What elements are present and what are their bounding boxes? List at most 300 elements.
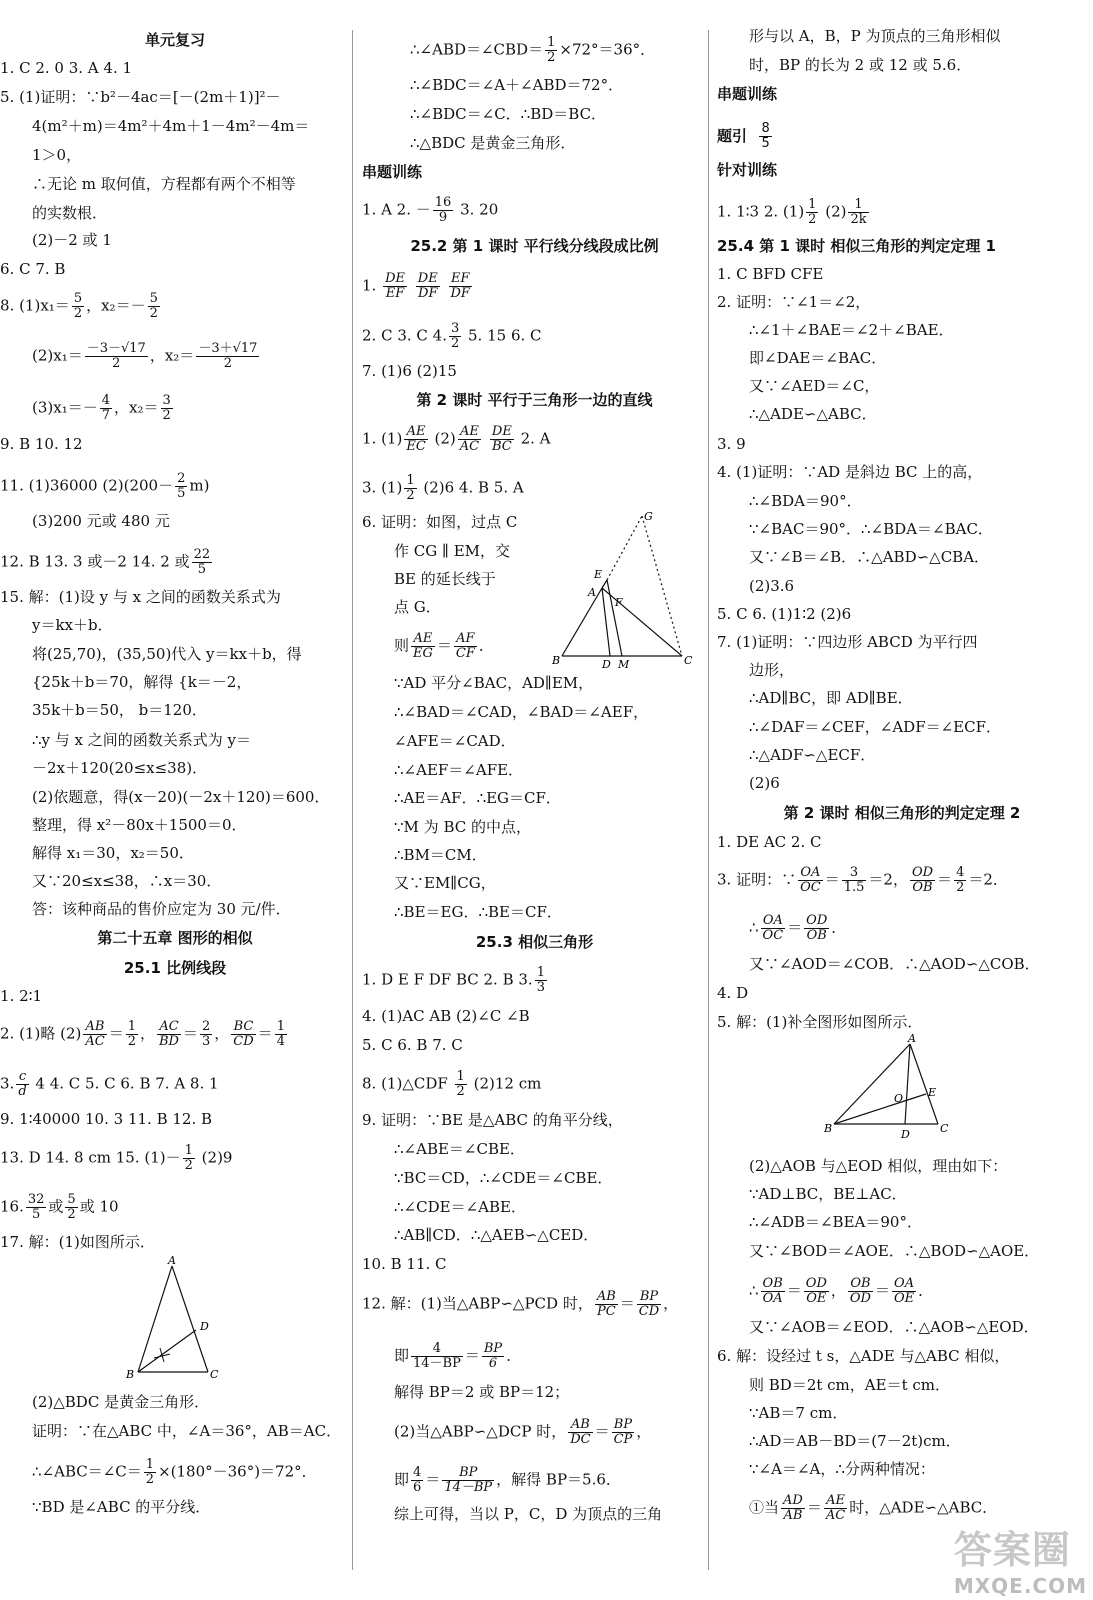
section-title: 25.1 比例线段 xyxy=(123,959,227,977)
fraction xyxy=(842,866,867,895)
segment-ac xyxy=(602,588,682,656)
answer-line: ∴∠CDE＝∠ABE． xyxy=(394,1198,526,1216)
fraction xyxy=(100,394,112,423)
fraction xyxy=(157,1020,181,1049)
denominator: 14－BP xyxy=(413,1356,461,1371)
answer-line xyxy=(0,548,350,577)
denominator: 5 xyxy=(197,562,207,577)
numerator: 1 xyxy=(406,473,415,488)
point-label: F xyxy=(615,596,623,609)
fraction xyxy=(449,272,472,301)
answer-line: (2)－2 或 1 xyxy=(32,231,112,249)
fraction xyxy=(16,1070,28,1099)
denominator: OE xyxy=(894,1291,915,1306)
denominator: 2 xyxy=(162,408,171,423)
text: ∴∠ABD＝∠CBD＝ xyxy=(410,40,544,59)
answer-line: 9. 1∶40000 10. 3 11. B 12. B xyxy=(0,1110,213,1128)
text: (2)当△ABP∽△DCP 时， xyxy=(394,1422,567,1441)
fraction xyxy=(455,1070,467,1099)
numerator: 1 xyxy=(808,197,817,212)
numerator: AE xyxy=(411,632,435,647)
denominator: 3 xyxy=(536,980,545,995)
answer-line: ∴无论 m 取何值，方程都有两个不相等 xyxy=(32,175,296,193)
numerator: OB xyxy=(848,1277,873,1292)
answer-line xyxy=(0,472,350,501)
isosceles-triangle-figure xyxy=(120,1254,230,1383)
point-label: D xyxy=(200,1320,209,1333)
point-label: B xyxy=(126,1368,135,1381)
answer-line: 综上可得，当以 P，C，D 为顶点的三角 xyxy=(394,1505,663,1523)
point-label: B xyxy=(824,1122,833,1135)
numerator: 32 xyxy=(27,1192,45,1207)
answer-line: 1. C BFD CFE xyxy=(717,265,824,283)
answer-line xyxy=(362,1418,707,1447)
answer-line: ∴∠DAF＝∠CEF，∠ADF＝∠ECF． xyxy=(749,718,1002,736)
fraction xyxy=(416,272,440,301)
section-title: 25.2 第 1 课时 平行线分线段成比例 xyxy=(410,237,659,255)
denominator: AC xyxy=(459,439,480,454)
answer-line: (2)△BDC 是黄金三角形． xyxy=(32,1393,210,1411)
text: ＝ xyxy=(594,1422,610,1441)
answer-line: 9. 证明：∵BE 是△ABC 的角平分线， xyxy=(362,1111,623,1129)
denominator: OE xyxy=(806,1291,827,1306)
altitude-ad xyxy=(905,1044,910,1124)
numerator: c xyxy=(16,1070,28,1085)
denominator: OB xyxy=(806,928,827,943)
answer-line: ∵AB＝7 cm． xyxy=(749,1404,848,1422)
answer-line xyxy=(0,1144,350,1173)
answer-line: 答：该种商品的售价应定为 30 元/件． xyxy=(32,900,291,918)
section-title: 第 2 课时 相似三角形的判定定理 2 xyxy=(783,804,1021,822)
denominator: 9 xyxy=(438,210,448,225)
answer-line xyxy=(0,1193,350,1222)
denominator: OB xyxy=(912,880,933,895)
text: 4 4. C 5. C 6. B 7. A 8. 1 xyxy=(30,1074,219,1093)
answer-line: (2)△AOB 与△EOD 相似，理由如下： xyxy=(749,1157,1008,1175)
fraction xyxy=(781,1494,805,1523)
text: ，x₂＝ xyxy=(149,346,195,365)
numerator: DE xyxy=(385,271,406,286)
column-divider xyxy=(352,30,353,1570)
point-label: C xyxy=(210,1368,219,1381)
fraction xyxy=(200,1020,212,1049)
denominator: 2 xyxy=(184,1158,193,1173)
fraction xyxy=(848,1277,873,1306)
answer-line xyxy=(362,196,707,225)
fraction xyxy=(411,1466,423,1495)
denominator: 2k xyxy=(850,212,867,227)
answer-line: ∴∠BDA＝90°． xyxy=(749,492,862,510)
fraction xyxy=(848,198,868,227)
answer-line: ∴BE＝EG．∴BE＝CF． xyxy=(394,903,562,921)
text: ，解得 BP＝5.6． xyxy=(496,1470,621,1489)
text: ． xyxy=(831,918,847,937)
text: ＝ xyxy=(619,1294,635,1313)
point-label: E xyxy=(594,568,603,581)
answer-line xyxy=(717,914,1087,943)
answer-line: 的实数根． xyxy=(32,204,108,222)
segment-ba xyxy=(562,588,602,656)
answer-line: (2)6 xyxy=(749,774,780,792)
fraction xyxy=(535,966,547,995)
fraction xyxy=(458,425,481,454)
answer-line: ∠AFE＝∠CAD． xyxy=(394,732,516,750)
numerator: OD xyxy=(805,1276,827,1291)
denominator: 5 xyxy=(31,1207,41,1222)
fraction xyxy=(761,1277,785,1306)
numerator: AE xyxy=(824,1494,847,1509)
fraction xyxy=(454,632,477,661)
text: ＝ xyxy=(436,636,452,655)
text: 2. (1)略 (2) xyxy=(0,1024,82,1043)
answer-line xyxy=(362,272,707,301)
denominator: 2 xyxy=(450,336,460,351)
numerator: 5 xyxy=(73,291,83,306)
dotted-cg xyxy=(642,516,682,656)
answer-line: 即∠DAE＝∠BAC． xyxy=(749,349,887,367)
answer-line: 解得 BP＝2 或 BP＝12； xyxy=(394,1383,570,1401)
text: ，x₂＝ xyxy=(114,398,159,417)
text: 11. (1)36000 (2)(200－ xyxy=(0,476,174,495)
point-label: E xyxy=(928,1086,937,1099)
fraction xyxy=(404,425,427,454)
text: (2)12 cm xyxy=(468,1074,542,1093)
answer-line: ∴∠1＋∠BAE＝∠2＋∠BAE． xyxy=(749,321,954,339)
text: (2)9 xyxy=(196,1148,233,1167)
denominator: 2 xyxy=(808,212,817,227)
fraction xyxy=(442,1466,494,1495)
denominator: 6 xyxy=(413,1480,422,1495)
answer-line: 时，BP 的长为 2 或 12 或 5.6． xyxy=(749,56,972,74)
denominator: 3 xyxy=(202,1034,211,1049)
answer-line xyxy=(717,122,1087,151)
denominator: DF xyxy=(418,286,438,301)
numerator: BP xyxy=(637,1290,661,1305)
answer-line: 7. (1)6 (2)15 xyxy=(362,362,457,380)
answer-line xyxy=(0,1020,350,1049)
answer-line: 4. (1)证明：∵AD 是斜边 BC 上的高， xyxy=(717,463,983,481)
answer-line: 5. (1)证明：∵b²－4ac＝[－(2m＋1)]²－ xyxy=(0,88,281,106)
answer-line: 又∵EM∥CG， xyxy=(394,874,496,892)
fraction xyxy=(85,342,148,371)
altitudes-triangle-figure xyxy=(822,1032,962,1146)
answer-line xyxy=(362,425,707,454)
answer-line: 又∵∠AOB＝∠EOD．∴△AOB∽△EOD． xyxy=(749,1318,1039,1336)
text: ＝2， xyxy=(868,870,908,889)
text: ①当 xyxy=(749,1498,780,1517)
answer-line: 边形， xyxy=(749,661,795,679)
text: 12. 解：(1)当△ABP∽△PCD 时， xyxy=(362,1294,593,1313)
denominator: 1.5 xyxy=(843,880,865,895)
numerator: 2 xyxy=(202,1019,211,1034)
numerator: EF xyxy=(449,272,472,287)
numerator: 22 xyxy=(193,547,211,562)
text: ＝ xyxy=(824,870,840,889)
chapter-title: 第二十五章 图形的相似 xyxy=(97,929,253,947)
numerator: OA xyxy=(798,866,823,881)
answer-line: ∴∠BAD＝∠CAD，∠BAD＝∠AEF， xyxy=(394,703,649,721)
answer-line: ∵AD 平分∠BAC，AD∥EM， xyxy=(394,674,594,692)
point-label: A xyxy=(588,586,596,599)
text: (2)6 4. B 5. A xyxy=(418,478,524,497)
answer-line: 15. 解：(1)设 y 与 x 之间的函数关系式为 xyxy=(0,588,281,606)
fraction xyxy=(126,1020,138,1049)
denominator: 2 xyxy=(112,356,121,371)
text: ∴ xyxy=(749,918,759,937)
answer-line: ∴∠AEF＝∠AFE． xyxy=(394,761,524,779)
numerator: AC xyxy=(157,1020,181,1035)
point-label: G xyxy=(644,510,653,523)
point-label: A xyxy=(908,1032,916,1045)
numerator: OB xyxy=(762,1276,783,1291)
answer-line xyxy=(0,342,350,371)
numerator: 4 xyxy=(956,865,965,880)
text: 3. (1) xyxy=(362,478,403,497)
answer-line: {25k＋b＝70，解得 {k＝－2， xyxy=(32,673,252,691)
denominator: AC xyxy=(825,1508,846,1523)
numerator: －3＋√17 xyxy=(198,341,258,356)
denominator: OA xyxy=(762,1291,783,1306)
answer-line: 作 CG ∥ EM，交 xyxy=(394,542,511,560)
point-label: D xyxy=(602,658,611,671)
text: (3)x₁＝－ xyxy=(32,398,98,417)
numerator: 3 xyxy=(450,321,460,336)
numerator: DE xyxy=(417,271,438,286)
answer-line: ∵AD⊥BC，BE⊥AC． xyxy=(749,1185,907,1203)
fraction xyxy=(595,1290,618,1319)
text: ． xyxy=(478,636,494,655)
answer-line xyxy=(0,1070,350,1099)
answer-line: BE 的延长线于 xyxy=(394,570,496,588)
answer-line: ∴AD∥BC，即 AD∥BE． xyxy=(749,689,913,707)
text: ＝ xyxy=(787,918,803,937)
denominator: CD xyxy=(233,1034,254,1049)
text: 8. (1)x₁＝ xyxy=(0,296,70,315)
denominator: 2 xyxy=(223,356,233,371)
triangle-side xyxy=(172,1266,208,1372)
fraction xyxy=(759,122,771,151)
text: 时，△ADE∽△ABC． xyxy=(849,1498,998,1517)
answer-line xyxy=(362,474,707,503)
answer-line: ∴BM＝CM． xyxy=(394,846,487,864)
answer-line: ∴AD＝AB－BD＝(7－2t)cm． xyxy=(749,1432,961,1450)
angle-bisector xyxy=(138,1330,196,1372)
denominator: 2 xyxy=(127,1034,136,1049)
section-title: 串题训练 xyxy=(362,163,423,181)
point-label: D xyxy=(901,1128,910,1141)
denominator: OC xyxy=(762,928,784,943)
fraction xyxy=(954,866,966,895)
answer-column-2 xyxy=(362,0,707,1600)
text: 1. (1) xyxy=(362,429,403,448)
text: 或 10 xyxy=(79,1197,119,1216)
text: ＝ xyxy=(937,870,953,889)
denominator: 4 xyxy=(276,1034,285,1049)
denominator: BC xyxy=(491,439,512,454)
watermark-logo xyxy=(954,1519,1087,1598)
numerator: 1 xyxy=(456,1069,465,1084)
fraction xyxy=(910,866,935,895)
answer-line: ∴∠BDC＝∠A＋∠ABD＝72°． xyxy=(410,76,624,94)
fraction xyxy=(804,1277,829,1306)
denominator: CD xyxy=(638,1304,660,1319)
answer-line: ∵M 为 BC 的中点， xyxy=(394,818,531,836)
numerator: 4 xyxy=(413,1465,422,1480)
numerator: 3 xyxy=(162,393,171,408)
section-title: 串题训练 xyxy=(717,85,778,103)
answer-line: 则 BD＝2t cm，AE＝t cm． xyxy=(749,1376,950,1394)
answer-line: 5. C 6. B 7. C xyxy=(362,1036,463,1054)
numerator: 1 xyxy=(127,1019,136,1034)
numerator: AF xyxy=(454,632,477,647)
text: 2. C 3. C 4. xyxy=(362,326,447,345)
numerator: BC xyxy=(231,1020,255,1035)
numerator: 8 xyxy=(761,121,770,136)
text: (2) xyxy=(429,429,456,448)
segment-ac xyxy=(910,1044,938,1124)
denominator: 2 xyxy=(67,1207,76,1222)
fraction xyxy=(83,1020,106,1049)
text: ∴ xyxy=(749,1281,759,1300)
text: ＝ xyxy=(425,1470,441,1489)
text: 8. (1)△CDF xyxy=(362,1074,453,1093)
answer-line: 4. (1)AC AB (2)∠C ∠B xyxy=(362,1007,530,1025)
denominator: OD xyxy=(849,1291,871,1306)
fraction xyxy=(231,1020,255,1049)
text: ， xyxy=(636,1422,652,1441)
fraction xyxy=(65,1193,77,1222)
triangle-side xyxy=(138,1266,172,1372)
text: 3. xyxy=(0,1074,15,1093)
fraction xyxy=(804,914,829,943)
answer-line: 1. C 2. 0 3. A 4. 1 xyxy=(0,59,133,77)
denominator: 6 xyxy=(488,1356,498,1371)
text: 12. B 13. 3 或－2 14. 2 或 xyxy=(0,552,190,571)
fraction xyxy=(404,474,416,503)
answer-line: 2. 证明：∵∠1＝∠2， xyxy=(717,293,871,311)
answer-line: ∴△BDC 是黄金三角形． xyxy=(410,134,576,152)
numerator: OA xyxy=(892,1277,916,1292)
answer-line xyxy=(362,36,707,65)
denominator: 2 xyxy=(145,1472,155,1487)
text: ， xyxy=(214,1024,230,1043)
answer-line: ∴∠ABE＝∠CBE． xyxy=(394,1140,525,1158)
numerator: 5 xyxy=(67,1192,76,1207)
fraction xyxy=(806,198,818,227)
answer-line: 又∵∠AOD＝∠COB．∴△AOD∽△COB． xyxy=(749,955,1040,973)
answer-line: (2)3.6 xyxy=(749,577,795,595)
denominator: OC xyxy=(800,880,821,895)
numerator: DE xyxy=(491,424,512,439)
answer-line: ∴y 与 x 之间的函数关系式为 y＝ xyxy=(32,731,252,749)
point-label: O xyxy=(894,1092,904,1105)
text: 13. D 14. 8 cm 15. (1)－ xyxy=(0,1148,181,1167)
fraction xyxy=(26,1193,47,1222)
dotted-extension xyxy=(607,516,642,580)
point-label: C xyxy=(940,1122,949,1135)
text: (2) xyxy=(820,202,847,221)
denominator: CP xyxy=(613,1432,633,1447)
text: ＝ xyxy=(874,1281,890,1300)
text: 5. 15 6. C xyxy=(463,326,542,345)
answer-line: ∵∠A＝∠A，∴分两种情况： xyxy=(749,1460,935,1478)
numerator: 2 xyxy=(177,471,186,486)
text: ＝ xyxy=(806,1498,822,1517)
denominator: 2 xyxy=(73,306,83,321)
text: ＝ xyxy=(464,1346,480,1365)
text: 题引 xyxy=(717,127,748,145)
watermark-url: MXQE.COM xyxy=(953,1574,1087,1598)
numerator: AB xyxy=(83,1020,106,1035)
watermark-text: 答案圈 xyxy=(953,1528,1071,1572)
denominator: AB xyxy=(783,1508,803,1523)
text: ，x₂＝－ xyxy=(86,296,146,315)
answer-line: 5. 解：(1)补全图形如图所示． xyxy=(717,1013,923,1031)
section-title: 第 2 课时 平行于三角形一边的直线 xyxy=(416,391,653,409)
numerator: BP xyxy=(483,1341,503,1356)
text: m) xyxy=(189,476,210,495)
fraction xyxy=(383,272,407,301)
fraction xyxy=(824,1494,847,1523)
answer-line: ∴∠ADB＝∠BEA＝90°． xyxy=(749,1213,922,1231)
numerator: OD xyxy=(911,865,934,880)
text: ， xyxy=(139,1024,155,1043)
answer-line: 9. B 10. 12 xyxy=(0,435,83,453)
answer-line: ∴AB∥CD．∴△AEB∽△CED． xyxy=(394,1226,599,1244)
text: ＝ xyxy=(786,1281,802,1300)
answer-line xyxy=(362,1466,707,1495)
denominator: 2 xyxy=(547,50,556,65)
answer-line: ∴△ADE∽△ABC． xyxy=(749,405,877,423)
numerator: 3 xyxy=(842,866,867,881)
answer-line: ∵BD 是∠ABC 的平分线． xyxy=(32,1498,211,1516)
text: 则 xyxy=(394,636,410,655)
fraction xyxy=(148,292,160,321)
text: ×72°＝36°． xyxy=(559,40,656,59)
numerator: 1 xyxy=(145,1457,155,1472)
denominator: 2 xyxy=(406,488,415,503)
answer-line: ∵∠BAC＝90°．∴∠BDA＝∠BAC． xyxy=(749,520,993,538)
fraction xyxy=(568,1418,592,1447)
answer-line: 6. 证明：如图，过点 C xyxy=(362,513,518,531)
answer-line xyxy=(362,966,707,995)
numerator: AE xyxy=(404,425,427,440)
numerator: BP xyxy=(612,1418,635,1433)
answer-line: －2x＋120(20≤x≤38)． xyxy=(32,759,208,777)
text: 即 xyxy=(394,1470,410,1489)
answer-line: 又∵∠B＝∠B．∴△ABD∽△CBA． xyxy=(749,548,990,566)
denominator: 2 xyxy=(456,1084,465,1099)
answer-line: 4. D xyxy=(717,984,749,1002)
fraction xyxy=(433,196,454,225)
answer-line: 3. 9 xyxy=(717,435,746,453)
section-title: 单元复习 xyxy=(144,31,205,49)
fraction xyxy=(761,914,786,943)
numerator: 1 xyxy=(184,1143,193,1158)
answer-line: ∴AE＝AF．∴EG＝CF． xyxy=(394,789,561,807)
text: ． xyxy=(506,1346,522,1365)
numerator: AE xyxy=(458,425,481,440)
denominator: 2 xyxy=(149,306,158,321)
answer-line: 1. 2∶1 xyxy=(0,987,43,1005)
numerator: AD xyxy=(783,1493,803,1508)
point-label: A xyxy=(168,1254,176,1267)
answer-column-1 xyxy=(0,0,350,1600)
answer-column-3 xyxy=(717,0,1087,1600)
text: 3. 证明：∵ xyxy=(717,870,797,889)
answer-line xyxy=(0,292,350,321)
fraction xyxy=(637,1290,661,1319)
